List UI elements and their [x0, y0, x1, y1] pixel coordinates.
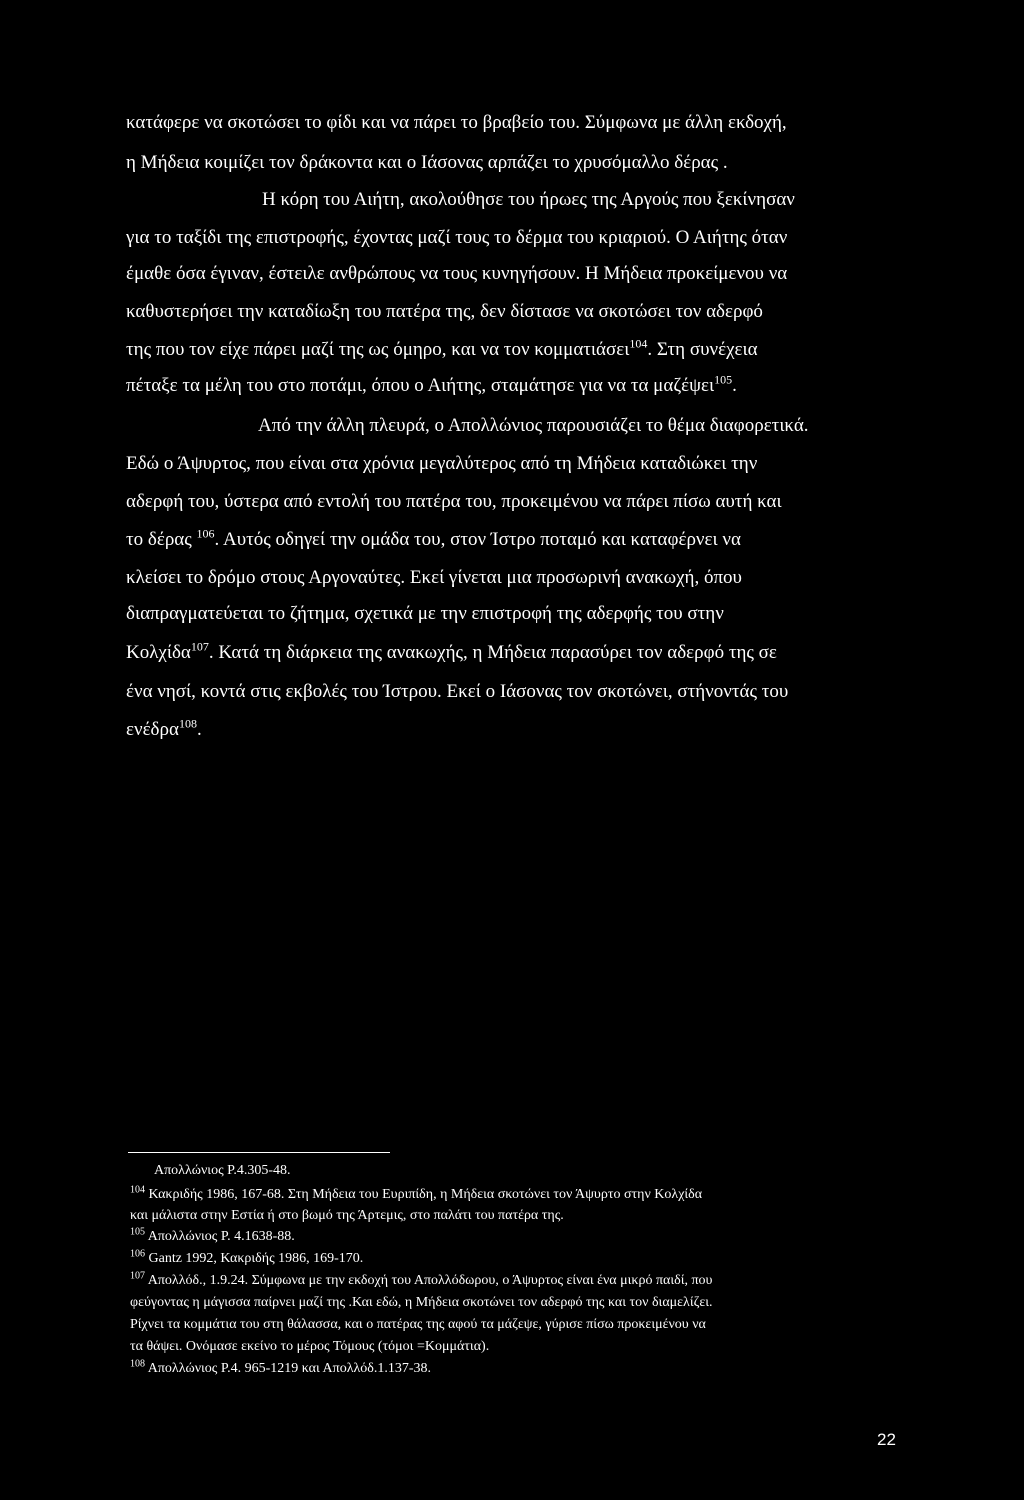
footnote-ref-105[interactable]: 105 — [714, 372, 733, 387]
footnote-continuation: φεύγοντας η μάγισσα παίρνει μαζί της .Και εδώ, η Μήδεια σκοτώνει τον αδερφό της και τον διαμελίζει. — [130, 1295, 713, 1310]
body-text: της που τον είχε πάρει μαζί της ως όμηρο, και να τον κομματιάσει — [126, 339, 630, 360]
body-text: το δέρας — [126, 529, 197, 550]
footnote-ref-104[interactable]: 104 — [629, 336, 648, 351]
body-line: ένα νησί, κοντά στις εκβολές του Ίστρου. Εκεί ο Ιάσονας τον σκοτώνει, στήνοντάς του — [126, 681, 789, 702]
footnote-104 — [130, 1186, 702, 1204]
footnote-106 — [130, 1250, 363, 1268]
body-text: ενέδρα — [126, 719, 179, 740]
body-line: για το ταξίδι της επιστροφής, έχοντας μαζί τους το δέρμα του κριαριού. Ο Αιήτης όταν — [126, 227, 788, 248]
body-line: κατάφερε να σκοτώσει το φίδι και να πάρει το βραβείο του. Σύμφωνα με άλλη εκδοχή, — [126, 112, 787, 133]
body-line: κλείσει το δρόμο στους Αργοναύτες. Εκεί γίνεται μια προσωρινή ανακωχή, όπου — [126, 567, 742, 588]
footnote-ref-106[interactable]: 106 — [196, 526, 215, 541]
footnote-number: 107 — [130, 1270, 145, 1282]
footnote-number: 106 — [130, 1248, 145, 1260]
body-line — [126, 374, 737, 398]
body-line: έμαθε όσα έγιναν, έστειλε ανθρώπους να τους κυνηγήσουν. Η Μήδεια προκείμενου να — [126, 263, 788, 284]
body-text: . — [196, 719, 202, 740]
body-line: Εδώ ο Άψυρτος, που είναι στα χρόνια μεγαλύτερος από τη Μήδεια καταδιώκει την — [126, 453, 758, 474]
body-text: . Στη συνέχεια — [647, 339, 758, 360]
body-text: . Κατά τη διάρκεια της ανακωχής, η Μήδεια παρασύρει τον αδερφό της σε — [208, 642, 777, 663]
body-line: αδερφή του, ύστερα από εντολή του πατέρα του, προκειμένου να πάρει πίσω αυτή και — [126, 491, 782, 512]
footnote-text: Κακριδής 1986, 167-68. Στη Μήδεια του Ευριπίδη, η Μήδεια σκοτώνει τον Άψυρτο στην Κολχίδα — [145, 1187, 703, 1202]
footnote-ref-107[interactable]: 107 — [190, 639, 209, 654]
body-line: η Μήδεια κοιμίζει τον δράκοντα και ο Ιάσονας αρπάζει το χρυσόμαλλο δέρας . — [126, 152, 728, 173]
footnote-continuation: και μάλιστα στην Εστία ή στο βωμό της Άρτεμις, στο παλάτι του πατέρα της. — [130, 1208, 564, 1223]
body-line: καθυστερήσει την καταδίωξη του πατέρα της, δεν δίστασε να σκοτώσει τον αδερφό — [126, 301, 763, 322]
body-text: Κολχίδα — [126, 642, 191, 663]
footnote-text: Απολλώνιος Ρ.4. 965-1219 και Απολλόδ.1.137-38. — [145, 1361, 432, 1376]
footnote-text: Απολλώνιος Ρ. 4.1638-88. — [145, 1229, 295, 1244]
body-text: πέταξε τα μέλη του στο ποτάμι, όπου ο Αιήτης, σταμάτησε για να τα μαζέψει — [126, 375, 715, 396]
body-line — [126, 641, 777, 665]
body-text: . Αυτός οδηγεί την ομάδα του, στον Ίστρο ποταμό και καταφέρνει να — [214, 529, 741, 550]
body-line: διαπραγματεύεται το ζήτημα, σχετικά με την επιστροφή της αδερφής του στην — [126, 603, 724, 624]
footnote-number: 104 — [130, 1184, 145, 1196]
body-text: . — [732, 375, 737, 396]
footnote-number: 105 — [130, 1226, 145, 1238]
footnote-text: Απολλόδ., 1.9.24. Σύμφωνα με την εκδοχή του Απολλόδωρου, ο Άψυρτος είναι ένα μικρό παιδί, που — [145, 1273, 713, 1288]
page-number: 22 — [877, 1430, 896, 1449]
body-line — [126, 718, 202, 742]
body-line — [126, 528, 741, 552]
body-line: Η κόρη του Αιήτη, ακολούθησε του ήρωες της Αργούς που ξεκίνησαν — [262, 189, 795, 210]
footnote-continuation: τα θάψει. Ονόμασε εκείνο το μέρος Τόμους (τόμοι =Κομμάτια). — [130, 1339, 490, 1354]
footnote-number: 108 — [130, 1358, 145, 1370]
footnote: Απολλώνιος Ρ.4.305-48. — [154, 1163, 291, 1178]
body-line: Από την άλλη πλευρά, ο Απολλώνιος παρουσιάζει το θέμα διαφορετικά. — [258, 415, 809, 436]
footnote-ref-108[interactable]: 108 — [178, 716, 197, 731]
footnote-107 — [130, 1272, 712, 1290]
footnote-105 — [130, 1228, 295, 1246]
body-line — [126, 338, 758, 362]
footnote-text: Gantz 1992, Κακριδής 1986, 169-170. — [145, 1251, 364, 1266]
footnote-continuation: Ρίχνει τα κομμάτια του στη θάλασσα, και ο πατέρας της αφού τα μάζεψε, γύρισε πίσω προκειμένου να — [130, 1317, 706, 1332]
footnote-108 — [130, 1360, 431, 1378]
footnote-divider — [128, 1152, 390, 1153]
